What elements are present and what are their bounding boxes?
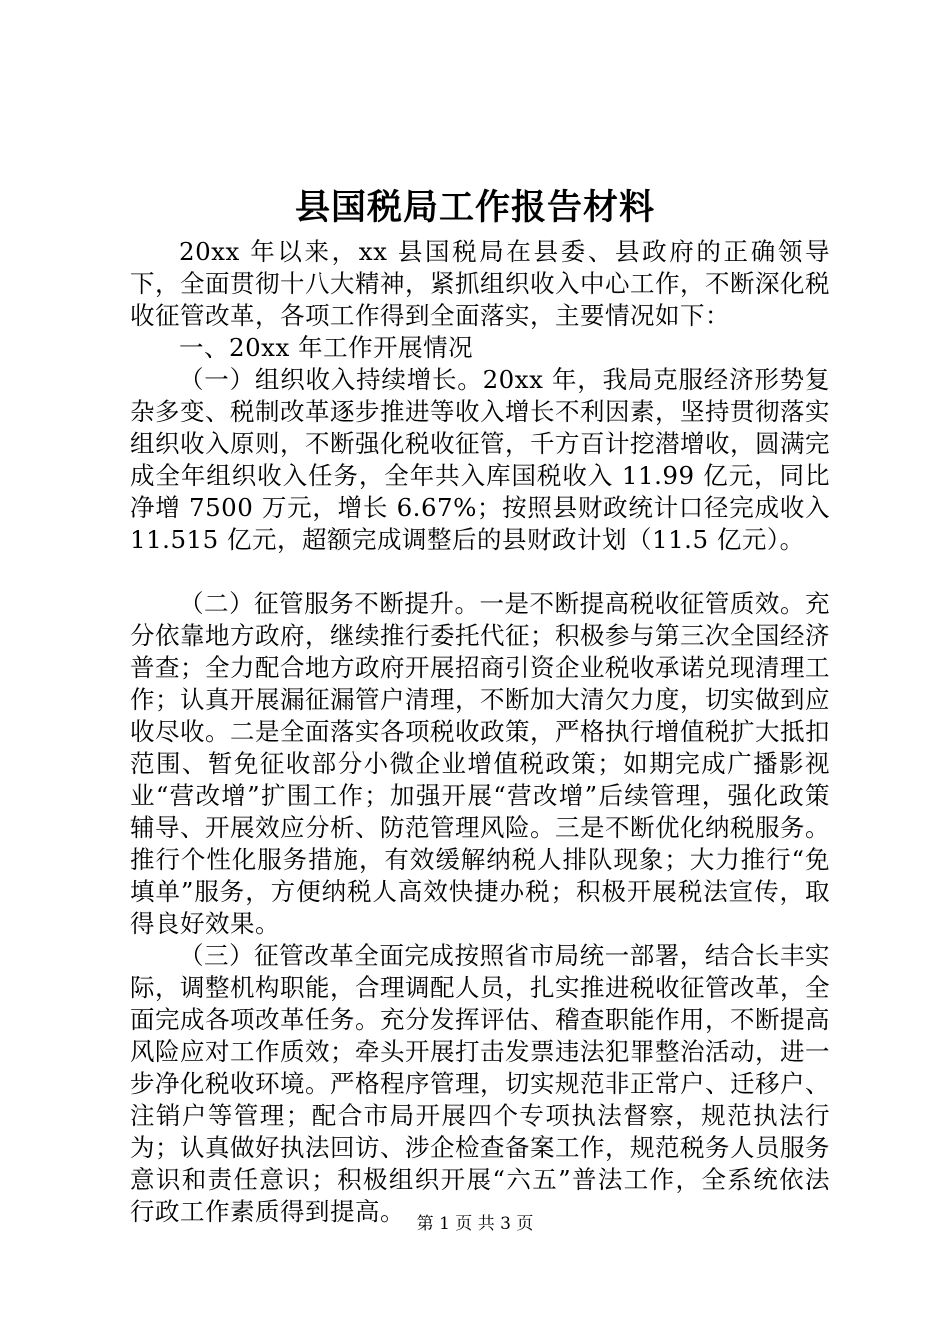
intro-paragraph: 20xx 年以来，xx 县国税局在县委、县政府的正确领导下，全面贯彻十八大精神，紧抓组织收入中心工作，不断深化税收征管改革，各项工作得到全面落实，主要情况如下：	[130, 237, 830, 330]
paragraph-reform-completion: （三）征管改革全面完成按照省市局统一部署，结合长丰实际，调整机构职能，合理调配人员，扎实推进税收征管改革，全面完成各项改革任务。充分发挥评估、稽查职能作用，不断提高风险应对工作质效；牵头开展打击发票违法犯罪整治活动，进一步净化税收环境。严格程序管理，切实规范非正常户、迁移户、注销户等管理；配合市局开展四个专项执法督察，规范执法行为；认真做好执法回访、涉企检查备案工作，规范税务人员服务意识和责任意识；积极组织开展“六五”普法工作，全系统依法行政工作素质得到提高。	[130, 941, 830, 1226]
document-body	[130, 236, 830, 1228]
paragraph-revenue-growth: （一）组织收入持续增长。20xx 年，我局克服经济形势复杂多变、税制改革逐步推进等收入增长不利因素，坚持贯彻落实组织收入原则，不断强化税收征管，千方百计挖潜增收，圆满完成全年组织收入任务，全年共入库国税收入 11.99 亿元，同比净增 7500 万元，增长 6.67%；按照县财政统计口径完成收入 11.515 亿元，超额完成调整后的县财政计划（11.5 亿元）。	[130, 365, 830, 554]
page-number-footer: 第 1 页 共 3 页	[416, 1214, 534, 1234]
paragraph-service-improvement: （二）征管服务不断提升。一是不断提高税收征管质效。充分依靠地方政府，继续推行委托代征；积极参与第三次全国经济普查；全力配合地方政府开展招商引资企业税收承诺兑现清理工作；认真开展漏征漏管户清理，不断加大清欠力度，切实做到应收尽收。二是全面落实各项税收政策，严格执行增值税扩大抵扣范围、暂免征收部分小微企业增值税政策；如期完成广播影视业“营改增”扩围工作；加强开展“营改增”后续管理，强化政策辅导、开展效应分析、防范管理风险。三是不断优化纳税服务。推行个性化服务措施，有效缓解纳税人排队现象；大力推行“免填单”服务，方便纳税人高效快捷办税；积极开展税法宣传，取得良好效果。	[130, 589, 830, 938]
section-heading: 一、20xx 年工作开展情况	[179, 333, 474, 362]
document-title: 县国税局工作报告材料	[294, 187, 655, 228]
